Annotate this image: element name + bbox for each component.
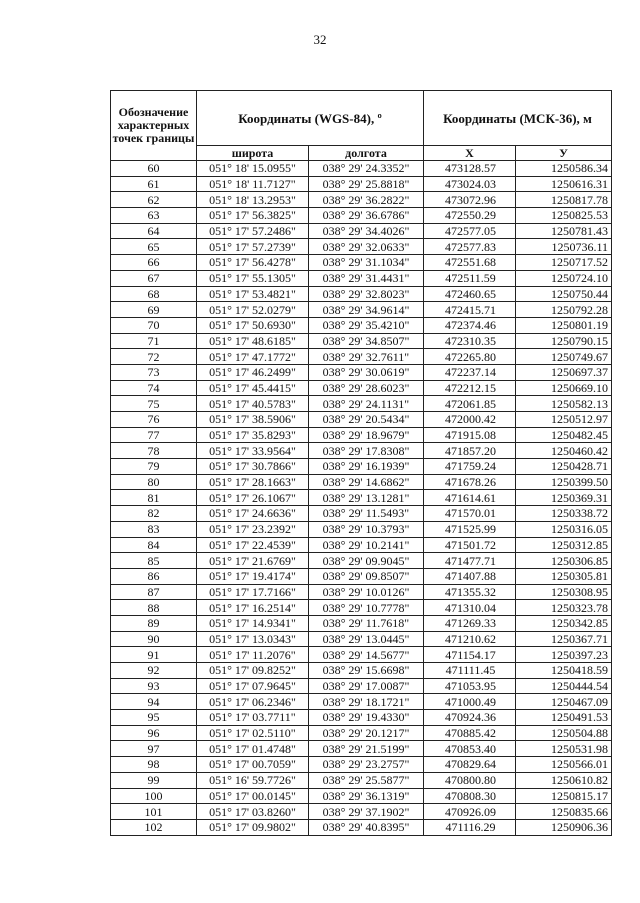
x-cell: 471053.95 xyxy=(424,678,516,694)
table-row xyxy=(111,537,612,553)
latitude-cell: 051° 17' 00.7059" xyxy=(197,757,309,773)
longitude-cell: 038° 29' 32.8023" xyxy=(309,286,424,302)
y-cell: 1250815.17 xyxy=(516,788,612,804)
y-cell: 1250610.82 xyxy=(516,772,612,788)
longitude-cell: 038° 29' 18.9679" xyxy=(309,427,424,443)
table-body xyxy=(111,161,612,836)
latitude-cell: 051° 17' 11.2076" xyxy=(197,647,309,663)
latitude-cell: 051° 17' 50.6930" xyxy=(197,317,309,333)
x-cell: 471857.20 xyxy=(424,443,516,459)
latitude-cell: 051° 17' 33.9564" xyxy=(197,443,309,459)
longitude-cell: 038° 29' 36.1319" xyxy=(309,788,424,804)
x-cell: 472460.65 xyxy=(424,286,516,302)
x-cell: 472237.14 xyxy=(424,364,516,380)
longitude-cell: 038° 29' 34.4026" xyxy=(309,223,424,239)
header-lat: широта xyxy=(197,146,309,161)
x-cell: 471501.72 xyxy=(424,537,516,553)
x-cell: 471355.32 xyxy=(424,584,516,600)
table-row xyxy=(111,380,612,396)
x-cell: 471525.99 xyxy=(424,521,516,537)
longitude-cell: 038° 29' 10.7778" xyxy=(309,600,424,616)
latitude-cell: 051° 17' 53.4821" xyxy=(197,286,309,302)
latitude-cell: 051° 17' 13.0343" xyxy=(197,631,309,647)
latitude-cell: 051° 18' 15.0955" xyxy=(197,161,309,177)
table-row xyxy=(111,412,612,428)
x-cell: 471000.49 xyxy=(424,694,516,710)
y-cell: 1250586.34 xyxy=(516,161,612,177)
y-cell: 1250399.50 xyxy=(516,474,612,490)
y-cell: 1250467.09 xyxy=(516,694,612,710)
latitude-cell: 051° 17' 17.7166" xyxy=(197,584,309,600)
longitude-cell: 038° 29' 32.7611" xyxy=(309,349,424,365)
point-id-cell: 76 xyxy=(111,412,197,428)
point-id-cell: 67 xyxy=(111,270,197,286)
y-cell: 1250491.53 xyxy=(516,710,612,726)
y-cell: 1250906.36 xyxy=(516,819,612,835)
table-row xyxy=(111,286,612,302)
longitude-cell: 038° 29' 34.9614" xyxy=(309,302,424,318)
longitude-cell: 038° 29' 36.2822" xyxy=(309,192,424,208)
x-cell: 472577.05 xyxy=(424,223,516,239)
latitude-cell: 051° 17' 01.4748" xyxy=(197,741,309,757)
y-cell: 1250582.13 xyxy=(516,396,612,412)
longitude-cell: 038° 29' 40.8395" xyxy=(309,819,424,835)
latitude-cell: 051° 17' 55.1305" xyxy=(197,270,309,286)
x-cell: 470885.42 xyxy=(424,725,516,741)
point-id-cell: 77 xyxy=(111,427,197,443)
table-row xyxy=(111,506,612,522)
point-id-cell: 75 xyxy=(111,396,197,412)
table-header xyxy=(111,91,612,161)
latitude-cell: 051° 17' 45.4415" xyxy=(197,380,309,396)
x-cell: 472577.83 xyxy=(424,239,516,255)
latitude-cell: 051° 17' 06.2346" xyxy=(197,694,309,710)
latitude-cell: 051° 17' 30.7866" xyxy=(197,459,309,475)
point-id-cell: 88 xyxy=(111,600,197,616)
y-cell: 1250669.10 xyxy=(516,380,612,396)
longitude-cell: 038° 29' 19.4330" xyxy=(309,710,424,726)
latitude-cell: 051° 17' 26.1067" xyxy=(197,490,309,506)
latitude-cell: 051° 17' 57.2739" xyxy=(197,239,309,255)
x-cell: 471210.62 xyxy=(424,631,516,647)
x-cell: 471310.04 xyxy=(424,600,516,616)
longitude-cell: 038° 29' 14.5677" xyxy=(309,647,424,663)
x-cell: 472551.68 xyxy=(424,255,516,271)
table-row xyxy=(111,270,612,286)
y-cell: 1250312.85 xyxy=(516,537,612,553)
latitude-cell: 051° 17' 02.5110" xyxy=(197,725,309,741)
latitude-cell: 051° 17' 09.9802" xyxy=(197,819,309,835)
y-cell: 1250308.95 xyxy=(516,584,612,600)
table-row xyxy=(111,396,612,412)
x-cell: 470829.64 xyxy=(424,757,516,773)
table-row xyxy=(111,427,612,443)
longitude-cell: 038° 29' 14.6862" xyxy=(309,474,424,490)
y-cell: 1250342.85 xyxy=(516,615,612,631)
x-cell: 471915.08 xyxy=(424,427,516,443)
table-row xyxy=(111,239,612,255)
longitude-cell: 038° 29' 10.3793" xyxy=(309,521,424,537)
header-wgs: Координаты (WGS-84), º xyxy=(197,91,424,146)
table-row xyxy=(111,459,612,475)
latitude-cell: 051° 17' 19.4174" xyxy=(197,568,309,584)
longitude-cell: 038° 29' 16.1939" xyxy=(309,459,424,475)
longitude-cell: 038° 29' 24.3352" xyxy=(309,161,424,177)
longitude-cell: 038° 29' 25.5877" xyxy=(309,772,424,788)
point-id-cell: 97 xyxy=(111,741,197,757)
x-cell: 470853.40 xyxy=(424,741,516,757)
x-cell: 471111.45 xyxy=(424,663,516,679)
longitude-cell: 038° 29' 18.1721" xyxy=(309,694,424,710)
table-row xyxy=(111,223,612,239)
point-id-cell: 73 xyxy=(111,364,197,380)
x-cell: 473024.03 xyxy=(424,176,516,192)
x-cell: 472310.35 xyxy=(424,333,516,349)
longitude-cell: 038° 29' 34.8507" xyxy=(309,333,424,349)
y-cell: 1250801.19 xyxy=(516,317,612,333)
latitude-cell: 051° 17' 03.7711" xyxy=(197,710,309,726)
longitude-cell: 038° 29' 09.8507" xyxy=(309,568,424,584)
longitude-cell: 038° 29' 13.1281" xyxy=(309,490,424,506)
table-row xyxy=(111,819,612,835)
latitude-cell: 051° 17' 16.2514" xyxy=(197,600,309,616)
point-id-cell: 80 xyxy=(111,474,197,490)
latitude-cell: 051° 17' 22.4539" xyxy=(197,537,309,553)
longitude-cell: 038° 29' 10.2141" xyxy=(309,537,424,553)
header-y: У xyxy=(516,146,612,161)
table-row xyxy=(111,302,612,318)
point-id-cell: 81 xyxy=(111,490,197,506)
y-cell: 1250790.15 xyxy=(516,333,612,349)
latitude-cell: 051° 17' 14.9341" xyxy=(197,615,309,631)
longitude-cell: 038° 29' 28.6023" xyxy=(309,380,424,396)
longitude-cell: 038° 29' 30.0619" xyxy=(309,364,424,380)
y-cell: 1250750.44 xyxy=(516,286,612,302)
table-row xyxy=(111,741,612,757)
latitude-cell: 051° 17' 23.2392" xyxy=(197,521,309,537)
point-id-cell: 96 xyxy=(111,725,197,741)
latitude-cell: 051° 17' 07.9645" xyxy=(197,678,309,694)
table-row xyxy=(111,584,612,600)
longitude-cell: 038° 29' 20.5434" xyxy=(309,412,424,428)
point-id-cell: 95 xyxy=(111,710,197,726)
latitude-cell: 051° 17' 56.4278" xyxy=(197,255,309,271)
longitude-cell: 038° 29' 09.9045" xyxy=(309,553,424,569)
point-id-cell: 79 xyxy=(111,459,197,475)
x-cell: 472550.29 xyxy=(424,208,516,224)
point-id-cell: 65 xyxy=(111,239,197,255)
table-row xyxy=(111,255,612,271)
y-cell: 1250792.28 xyxy=(516,302,612,318)
longitude-cell: 038° 29' 31.1034" xyxy=(309,255,424,271)
longitude-cell: 038° 29' 36.6786" xyxy=(309,208,424,224)
table-row xyxy=(111,615,612,631)
table-row xyxy=(111,600,612,616)
point-id-cell: 70 xyxy=(111,317,197,333)
point-id-cell: 90 xyxy=(111,631,197,647)
y-cell: 1250736.11 xyxy=(516,239,612,255)
point-id-cell: 98 xyxy=(111,757,197,773)
point-id-cell: 89 xyxy=(111,615,197,631)
x-cell: 471116.29 xyxy=(424,819,516,835)
table-row xyxy=(111,710,612,726)
y-cell: 1250531.98 xyxy=(516,741,612,757)
table-row xyxy=(111,349,612,365)
latitude-cell: 051° 16' 59.7726" xyxy=(197,772,309,788)
y-cell: 1250444.54 xyxy=(516,678,612,694)
longitude-cell: 038° 29' 15.6698" xyxy=(309,663,424,679)
latitude-cell: 051° 17' 00.0145" xyxy=(197,788,309,804)
x-cell: 472374.46 xyxy=(424,317,516,333)
point-id-cell: 87 xyxy=(111,584,197,600)
latitude-cell: 051° 17' 47.1772" xyxy=(197,349,309,365)
x-cell: 472000.42 xyxy=(424,412,516,428)
longitude-cell: 038° 29' 11.5493" xyxy=(309,506,424,522)
point-id-cell: 91 xyxy=(111,647,197,663)
point-id-cell: 61 xyxy=(111,176,197,192)
x-cell: 472265.80 xyxy=(424,349,516,365)
table-row xyxy=(111,804,612,820)
point-id-cell: 63 xyxy=(111,208,197,224)
latitude-cell: 051° 17' 28.1663" xyxy=(197,474,309,490)
longitude-cell: 038° 29' 24.1131" xyxy=(309,396,424,412)
longitude-cell: 038° 29' 17.8308" xyxy=(309,443,424,459)
y-cell: 1250418.59 xyxy=(516,663,612,679)
latitude-cell: 051° 17' 57.2486" xyxy=(197,223,309,239)
latitude-cell: 051° 17' 24.6636" xyxy=(197,506,309,522)
table-row xyxy=(111,631,612,647)
table-row xyxy=(111,364,612,380)
table-row xyxy=(111,521,612,537)
point-id-cell: 72 xyxy=(111,349,197,365)
longitude-cell: 038° 29' 37.1902" xyxy=(309,804,424,820)
table-row xyxy=(111,694,612,710)
latitude-cell: 051° 17' 40.5783" xyxy=(197,396,309,412)
y-cell: 1250717.52 xyxy=(516,255,612,271)
table-row xyxy=(111,192,612,208)
y-cell: 1250306.85 xyxy=(516,553,612,569)
table-row xyxy=(111,161,612,177)
point-id-cell: 85 xyxy=(111,553,197,569)
latitude-cell: 051° 17' 48.6185" xyxy=(197,333,309,349)
y-cell: 1250323.78 xyxy=(516,600,612,616)
x-cell: 470800.80 xyxy=(424,772,516,788)
x-cell: 473072.96 xyxy=(424,192,516,208)
x-cell: 470926.09 xyxy=(424,804,516,820)
latitude-cell: 051° 17' 46.2499" xyxy=(197,364,309,380)
table-row xyxy=(111,490,612,506)
longitude-cell: 038° 29' 10.0126" xyxy=(309,584,424,600)
x-cell: 471678.26 xyxy=(424,474,516,490)
point-id-cell: 99 xyxy=(111,772,197,788)
y-cell: 1250460.42 xyxy=(516,443,612,459)
table-row xyxy=(111,317,612,333)
longitude-cell: 038° 29' 13.0445" xyxy=(309,631,424,647)
y-cell: 1250369.31 xyxy=(516,490,612,506)
x-cell: 472511.59 xyxy=(424,270,516,286)
point-id-cell: 92 xyxy=(111,663,197,679)
table-row xyxy=(111,678,612,694)
table-row xyxy=(111,553,612,569)
point-id-cell: 102 xyxy=(111,819,197,835)
x-cell: 470808.30 xyxy=(424,788,516,804)
point-id-cell: 100 xyxy=(111,788,197,804)
point-id-cell: 68 xyxy=(111,286,197,302)
table-row xyxy=(111,208,612,224)
y-cell: 1250749.67 xyxy=(516,349,612,365)
x-cell: 471407.88 xyxy=(424,568,516,584)
table-row xyxy=(111,333,612,349)
x-cell: 471477.71 xyxy=(424,553,516,569)
table-row xyxy=(111,788,612,804)
y-cell: 1250504.88 xyxy=(516,725,612,741)
latitude-cell: 051° 18' 13.2953" xyxy=(197,192,309,208)
point-id-cell: 66 xyxy=(111,255,197,271)
longitude-cell: 038° 29' 25.8818" xyxy=(309,176,424,192)
point-id-cell: 101 xyxy=(111,804,197,820)
y-cell: 1250512.97 xyxy=(516,412,612,428)
x-cell: 471269.33 xyxy=(424,615,516,631)
coordinates-table xyxy=(110,90,612,836)
point-id-cell: 60 xyxy=(111,161,197,177)
longitude-cell: 038° 29' 21.5199" xyxy=(309,741,424,757)
x-cell: 470924.36 xyxy=(424,710,516,726)
table-row xyxy=(111,757,612,773)
point-id-cell: 86 xyxy=(111,568,197,584)
latitude-cell: 051° 17' 38.5906" xyxy=(197,412,309,428)
y-cell: 1250305.81 xyxy=(516,568,612,584)
longitude-cell: 038° 29' 17.0087" xyxy=(309,678,424,694)
y-cell: 1250616.31 xyxy=(516,176,612,192)
point-id-cell: 82 xyxy=(111,506,197,522)
header-point: Обозначение характерных точек границы xyxy=(111,91,197,161)
point-id-cell: 83 xyxy=(111,521,197,537)
page-number: 32 xyxy=(313,32,327,47)
y-cell: 1250825.53 xyxy=(516,208,612,224)
table-row xyxy=(111,176,612,192)
x-cell: 473128.57 xyxy=(424,161,516,177)
x-cell: 472415.71 xyxy=(424,302,516,318)
latitude-cell: 051° 17' 21.6769" xyxy=(197,553,309,569)
header-msk: Координаты (МСК-36), м xyxy=(424,91,612,146)
longitude-cell: 038° 29' 35.4210" xyxy=(309,317,424,333)
header-lon: долгота xyxy=(309,146,424,161)
table-row xyxy=(111,568,612,584)
table-row xyxy=(111,647,612,663)
table-row xyxy=(111,474,612,490)
point-id-cell: 78 xyxy=(111,443,197,459)
y-cell: 1250482.45 xyxy=(516,427,612,443)
point-id-cell: 64 xyxy=(111,223,197,239)
y-cell: 1250697.37 xyxy=(516,364,612,380)
y-cell: 1250428.71 xyxy=(516,459,612,475)
table-row xyxy=(111,663,612,679)
y-cell: 1250367.71 xyxy=(516,631,612,647)
point-id-cell: 74 xyxy=(111,380,197,396)
latitude-cell: 051° 17' 56.3825" xyxy=(197,208,309,224)
point-id-cell: 84 xyxy=(111,537,197,553)
y-cell: 1250817.78 xyxy=(516,192,612,208)
latitude-cell: 051° 17' 52.0279" xyxy=(197,302,309,318)
table-row xyxy=(111,772,612,788)
point-id-cell: 69 xyxy=(111,302,197,318)
longitude-cell: 038° 29' 20.1217" xyxy=(309,725,424,741)
longitude-cell: 038° 29' 11.7618" xyxy=(309,615,424,631)
longitude-cell: 038° 29' 32.0633" xyxy=(309,239,424,255)
table-row xyxy=(111,725,612,741)
y-cell: 1250316.05 xyxy=(516,521,612,537)
x-cell: 472212.15 xyxy=(424,380,516,396)
y-cell: 1250724.10 xyxy=(516,270,612,286)
header-x: X xyxy=(424,146,516,161)
longitude-cell: 038° 29' 31.4431" xyxy=(309,270,424,286)
x-cell: 471154.17 xyxy=(424,647,516,663)
latitude-cell: 051° 17' 03.8260" xyxy=(197,804,309,820)
y-cell: 1250338.72 xyxy=(516,506,612,522)
point-id-cell: 62 xyxy=(111,192,197,208)
longitude-cell: 038° 29' 23.2757" xyxy=(309,757,424,773)
point-id-cell: 94 xyxy=(111,694,197,710)
x-cell: 471614.61 xyxy=(424,490,516,506)
table-row xyxy=(111,443,612,459)
latitude-cell: 051° 17' 09.8252" xyxy=(197,663,309,679)
latitude-cell: 051° 18' 11.7127" xyxy=(197,176,309,192)
y-cell: 1250397.23 xyxy=(516,647,612,663)
x-cell: 471570.01 xyxy=(424,506,516,522)
y-cell: 1250835.66 xyxy=(516,804,612,820)
y-cell: 1250566.01 xyxy=(516,757,612,773)
y-cell: 1250781.43 xyxy=(516,223,612,239)
x-cell: 471759.24 xyxy=(424,459,516,475)
point-id-cell: 93 xyxy=(111,678,197,694)
point-id-cell: 71 xyxy=(111,333,197,349)
x-cell: 472061.85 xyxy=(424,396,516,412)
latitude-cell: 051° 17' 35.8293" xyxy=(197,427,309,443)
